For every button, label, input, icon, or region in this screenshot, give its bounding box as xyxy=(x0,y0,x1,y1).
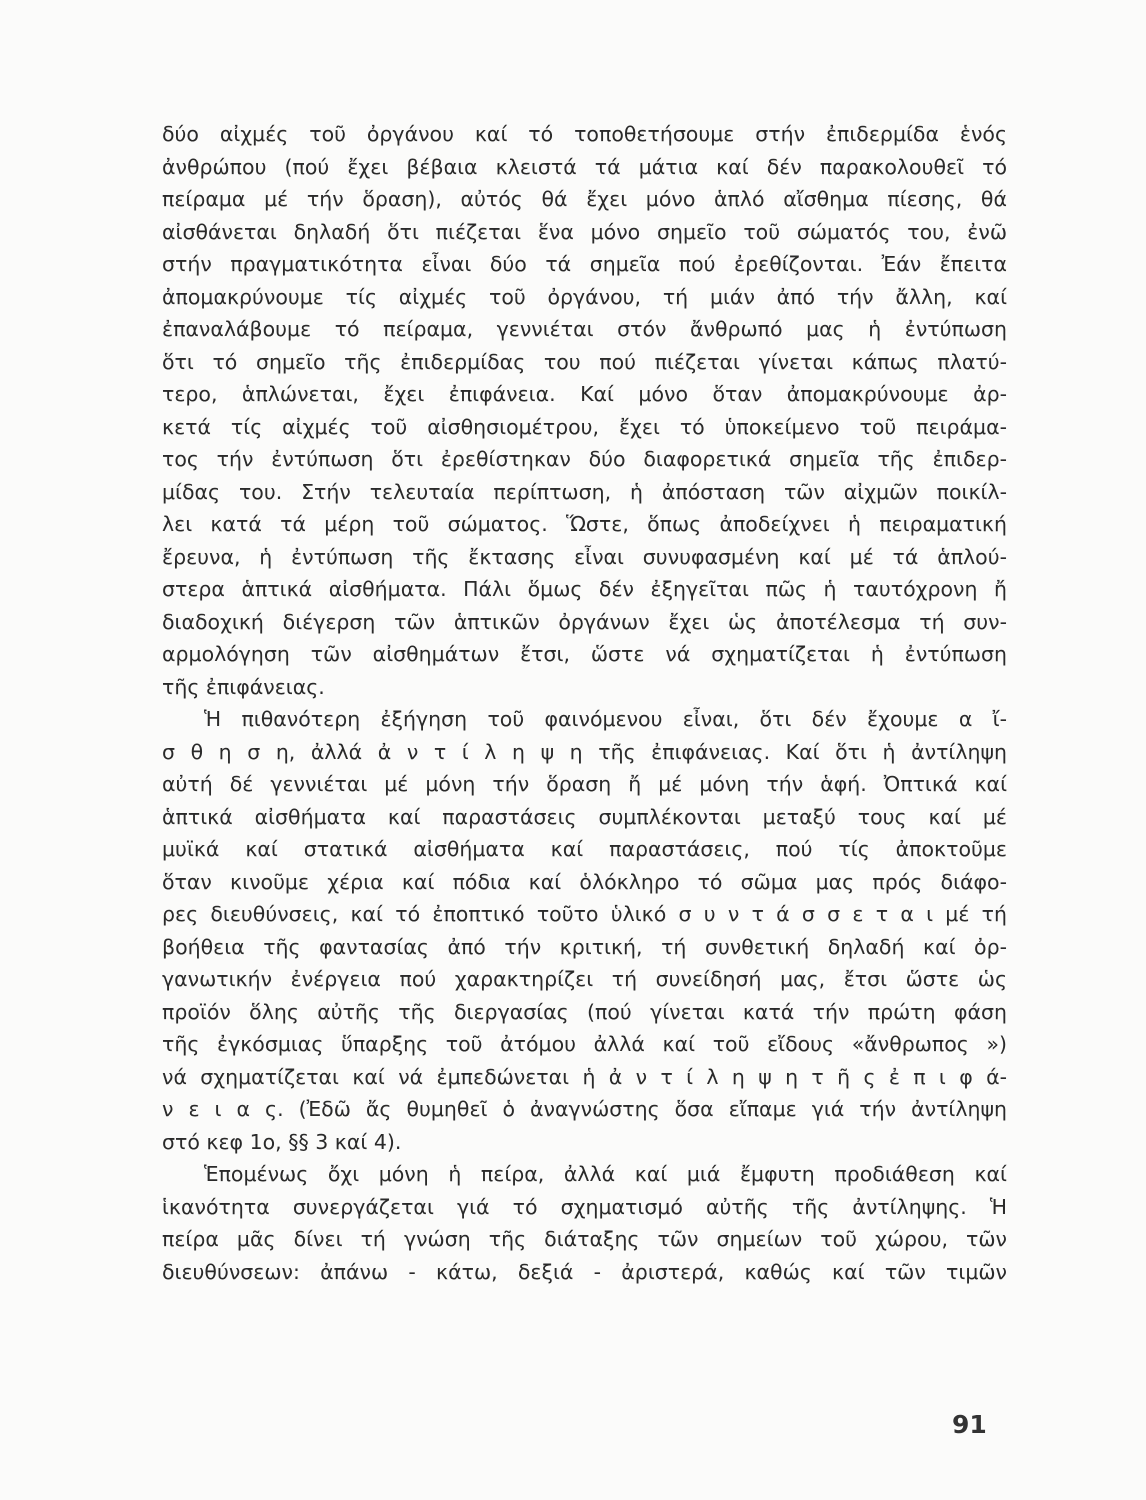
text-line: δύο αἰχμές τοῦ ὀργάνου καί τό τοποθετήσουμε στήν ἐπιδερμίδα ἑνός xyxy=(162,122,1007,146)
text-line: ἁπτικά αἰσθήματα καί παραστάσεις συμπλέκονται μεταξύ τους καί μέ xyxy=(162,804,1007,829)
text-line: σ θ η σ η, ἀλλά ἀ ν τ ί λ η ψ η τῆς ἐπιφάνειας. Καί ὅτι ἡ ἀντίληψη xyxy=(162,739,1007,764)
text-line: ἔρευνα, ἡ ἐντύπωση τῆς ἔκτασης εἶναι συνυφασμένη καί μέ τά ἁπλού- xyxy=(162,544,1007,569)
text-line: Ἡ πιθανότερη ἐξήγηση τοῦ φαινόμενου εἶναι, ὅτι δέν ἔχουμε α ἴ- xyxy=(204,707,1007,731)
text-line: ἀπομακρύνουμε τίς αἰχμές τοῦ ὀργάνου, τή μιάν ἀπό τήν ἄλλη, καί xyxy=(162,284,1007,309)
page-number: 91 xyxy=(952,1410,987,1439)
body-text xyxy=(162,118,1007,1288)
text-line: στό κεφ 1ο, §§ 3 καί 4). xyxy=(162,1129,402,1154)
text-line: Ἑπομένως ὄχι μόνη ἡ πείρα, ἀλλά καί μιά ἔμφυτη προδιάθεση καί xyxy=(204,1162,1007,1186)
text-line: πείρα μᾶς δίνει τή γνώση τῆς διάταξης τῶν σημείων τοῦ χώρου, τῶν xyxy=(162,1227,1007,1251)
text-line: αἰσθάνεται δηλαδή ὅτι πιέζεται ἕνα μόνο σημεῖο τοῦ σώματός του, ἐνῶ xyxy=(162,219,1007,244)
text-line: στερα ἁπτικά αἰσθήματα. Πάλι ὅμως δέν ἐξηγεῖται πῶς ἡ ταυτόχρονη ἤ xyxy=(162,577,1007,601)
text-line: τερο, ἁπλώνεται, ἔχει ἐπιφάνεια. Καί μόνο ὅταν ἀπομακρύνουμε ἀρ- xyxy=(162,382,1007,406)
text-line: διαδοχική διέγερση τῶν ἁπτικῶν ὀργάνων ἔχει ὡς ἀποτέλεσμα τή συν- xyxy=(162,609,1007,634)
text-line: τῆς ἐγκόσμιας ὕπαρξης τοῦ ἀτόμου ἀλλά καί τοῦ εἴδους «ἄνθρωπος ») xyxy=(162,1032,1007,1056)
text-line: νά σχηματίζεται καί νά ἐμπεδώνεται ἡ ἀ ν τ ί λ η ψ η τ ῆ ς ἐ π ι φ ά- xyxy=(162,1064,1007,1089)
text-line: στήν πραγματικότητα εἶναι δύο τά σημεῖα πού ἐρεθίζονται. Ἐάν ἔπειτα xyxy=(162,252,1007,276)
text-line: αὐτή δέ γεννιέται μέ μόνη τήν ὅραση ἤ μέ μόνη τήν ἁφή. Ὀπτικά καί xyxy=(162,772,1007,796)
text-line: μίδας του. Στήν τελευταία περίπτωση, ἡ ἀπόσταση τῶν αἰχμῶν ποικίλ- xyxy=(162,479,1007,504)
text-line: κετά τίς αἰχμές τοῦ αἰσθησιομέτρου, ἔχει τό ὑποκείμενο τοῦ πειράμα- xyxy=(162,414,1007,439)
text-line: διευθύνσεων: ἀπάνω - κάτω, δεξιά - ἀριστερά, καθώς καί τῶν τιμῶν xyxy=(162,1259,1007,1284)
paragraph-3 xyxy=(162,1158,1007,1288)
text-line: ὅταν κινοῦμε χέρια καί πόδια καί ὁλόκληρο τό σῶμα μας πρός διάφο- xyxy=(162,869,1007,894)
text-line: ὅτι τό σημεῖο τῆς ἐπιδερμίδας του πού πιέζεται γίνεται κάπως πλατύ- xyxy=(162,349,1007,374)
text-line: λει κατά τά μέρη τοῦ σώματος. Ὥστε, ὅπως ἀποδείχνει ἡ πειραματική xyxy=(162,512,1007,536)
text-line: τος τήν ἐντύπωση ὅτι ἐρεθίστηκαν δύο διαφορετικά σημεῖα τῆς ἐπιδερ- xyxy=(162,447,1007,471)
text-line: μυϊκά καί στατικά αἰσθήματα καί παραστάσεις, πού τίς ἀποκτοῦμε xyxy=(162,837,1007,861)
paragraph-2 xyxy=(162,703,1007,1158)
text-line: ἀνθρώπου (πού ἔχει βέβαια κλειστά τά μάτια καί δέν παρακολουθεῖ τό xyxy=(162,154,1007,179)
text-line: προϊόν ὅλης αὐτῆς τῆς διεργασίας (πού γίνεται κατά τήν πρώτη φάση xyxy=(162,999,1007,1024)
text-line: πείραμα μέ τήν ὅραση), αὐτός θά ἔχει μόνο ἁπλό αἴσθημα πίεσης, θά xyxy=(162,187,1007,211)
text-line: αρμολόγηση τῶν αἰσθημάτων ἔτσι, ὥστε νά σχηματίζεται ἡ ἐντύπωση xyxy=(162,642,1007,666)
text-line: τῆς ἐπιφάνειας. xyxy=(162,674,325,699)
text-line: βοήθεια τῆς φαντασίας ἀπό τήν κριτική, τή συνθετική δηλαδή καί ὀρ- xyxy=(162,934,1007,959)
text-line: ν ε ι α ς. (Ἐδῶ ἄς θυμηθεῖ ὁ ἀναγνώστης ὅσα εἴπαμε γιά τήν ἀντίληψη xyxy=(162,1097,1007,1121)
paragraph-1 xyxy=(162,118,1007,703)
text-line: γανωτικήν ἐνέργεια πού χαρακτηρίζει τή συνείδησή μας, ἔτσι ὥστε ὡς xyxy=(162,967,1007,991)
text-line: ἱκανότητα συνεργάζεται γιά τό σχηματισμό αὐτῆς τῆς ἀντίληψης. Ἡ xyxy=(162,1194,1007,1219)
text-line: ἐπαναλάβουμε τό πείραμα, γεννιέται στόν ἄνθρωπό μας ἡ ἐντύπωση xyxy=(162,317,1007,341)
text-line: ρες διευθύνσεις, καί τό ἐποπτικό τοῦτο ὑλικό σ υ ν τ ά σ σ ε τ α ι μέ τή xyxy=(162,902,1007,926)
